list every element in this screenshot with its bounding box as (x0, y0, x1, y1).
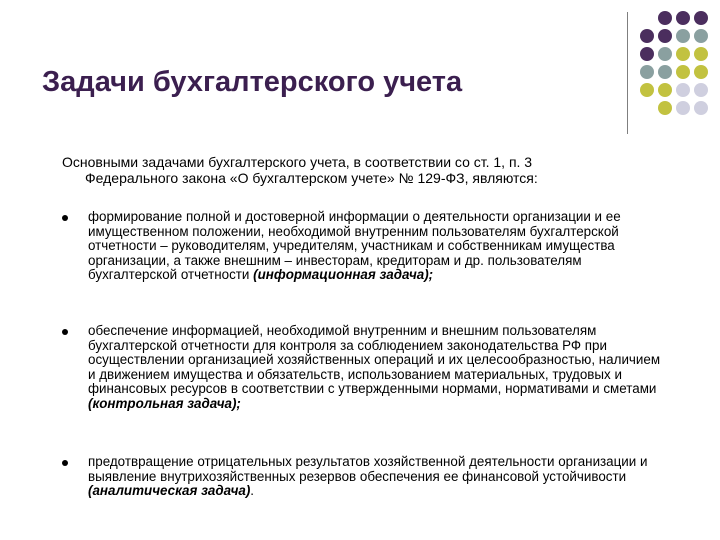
decorative-dot (640, 65, 654, 79)
bullet-icon (62, 215, 68, 221)
bullet-icon (62, 329, 68, 335)
list-item (62, 324, 662, 412)
list-item (62, 455, 662, 499)
decorative-dot (694, 11, 708, 25)
task-label: (контрольная задача); (88, 395, 241, 411)
decorative-dot (640, 83, 654, 97)
item-body: предотвращение отрицательных результатов хозяйственной деятельности организации и выявление внутрихозяйственных резервов обеспечения ее финансовой устойчивости (88, 454, 648, 484)
title-divider-line (627, 12, 628, 134)
decorative-dot (658, 29, 672, 43)
decorative-dot (694, 29, 708, 43)
decorative-dot (658, 65, 672, 79)
decorative-dot (694, 47, 708, 61)
task-label: (аналитическая задача) (88, 483, 251, 499)
decorative-dot (658, 83, 672, 97)
list-item-text (88, 210, 662, 283)
decorative-dot (676, 101, 690, 115)
decorative-dot (694, 83, 708, 97)
list-item-text (88, 324, 662, 412)
decorative-dot (676, 29, 690, 43)
bullet-icon (62, 460, 68, 466)
decorative-dot (676, 83, 690, 97)
decorative-dot (676, 65, 690, 79)
item-tail: . (250, 483, 255, 499)
decorative-dot (640, 29, 654, 43)
decorative-dot (676, 47, 690, 61)
intro-line-2: Федерального закона «О бухгалтерском учете» № 129-ФЗ, являются: (85, 170, 538, 186)
intro-paragraph (62, 154, 662, 186)
item-body: формирование полной и достоверной информации о деятельности организации и ее имущественном положении, необходимой внутренним пользователям бухгалтерской отчетности – руководителям, учредителям, участникам и собственникам имущества организации, а также внешним – инвесторам, кредиторам и др. пользователям бухгалтерской отчетности (88, 209, 621, 283)
decorative-dot (640, 47, 654, 61)
decorative-dot (694, 65, 708, 79)
task-label: (информационная задача); (253, 267, 434, 283)
decorative-dot (694, 101, 708, 115)
list-item (62, 210, 662, 283)
decorative-dot (658, 47, 672, 61)
intro-line-1: Основными задачами бухгалтерского учета, в соответствии со ст. 1, п. 3 (62, 154, 533, 170)
decorative-dot (658, 11, 672, 25)
list-item-text (88, 455, 662, 499)
slide-title: Задачи бухгалтерского учета (42, 66, 463, 98)
decorative-dot (676, 11, 690, 25)
decorative-dot (658, 101, 672, 115)
item-body: обеспечение информацией, необходимой внутренним и внешним пользователям бухгалтерской отчетности для контроля за соблюдением законодательства РФ при осуществлении организацией хозяйственных операций и их целесообразностью, наличием и движением имущества и обязательств, использованием материальных, трудовых и финансовых ресурсов в соответствии с утвержденными нормами, нормативами и сметами (88, 323, 661, 397)
